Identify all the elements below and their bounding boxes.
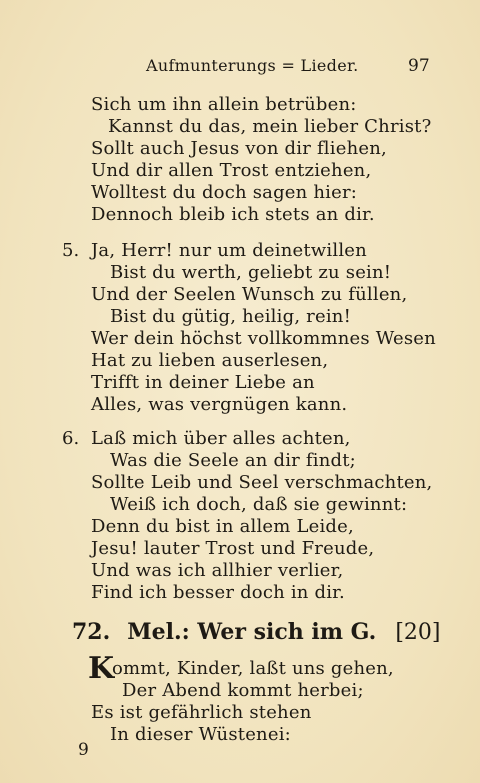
tune-number: [20] <box>395 620 441 645</box>
verse-line: Wolltest du doch sagen hier: <box>91 182 358 203</box>
verse-line: Trifft in deiner Liebe an <box>91 372 315 393</box>
drop-cap: K <box>88 651 115 686</box>
verse-line: Und was ich allhier verlier, <box>91 560 344 581</box>
stanza-number: 5. <box>62 240 80 261</box>
verse-line: Kannst du das, mein lieber Christ? <box>108 116 432 137</box>
verse-line: Es ist gefährlich stehen <box>91 702 312 723</box>
verse-line: Sollt auch Jesus von dir fliehen, <box>91 138 387 159</box>
verse-line: Alles, was vergnügen kann. <box>91 394 348 415</box>
verse-line: Ja, Herr! nur um deinetwillen <box>91 240 367 261</box>
verse-line: Sollte Leib und Seel verschmachten, <box>91 472 433 493</box>
verse-line: Dennoch bleib ich stets an dir. <box>91 204 375 225</box>
melody-reference: Mel.: Wer sich im G. <box>127 619 377 645</box>
verse-line: Bist du gütig, heilig, rein! <box>110 306 352 327</box>
verse-line: Und der Seelen Wunsch zu füllen, <box>91 284 408 305</box>
verse-line: Wer dein höchst vollkommnes Wesen <box>91 328 436 349</box>
verse-line: Laß mich über alles achten, <box>91 428 351 449</box>
verse-line: ommt, Kinder, laßt uns gehen, <box>112 658 394 679</box>
verse-line: Und dir allen Trost entziehen, <box>91 160 372 181</box>
verse-line: Hat zu lieben auserlesen, <box>91 350 329 371</box>
printer-signature-mark: 9 <box>78 740 89 760</box>
verse-line: In dieser Wüstenei: <box>110 724 291 745</box>
stanza-number: 6. <box>62 428 80 449</box>
hymn-heading <box>72 618 441 647</box>
hymn-number: 72. <box>72 619 111 645</box>
header-title: Aufmunterungs = Lieder. <box>146 56 359 75</box>
verse-line: Sich um ihn allein betrüben: <box>91 94 357 115</box>
verse-line: Jesu! lauter Trost und Freude, <box>91 538 375 559</box>
verse-line: Was die Seele an dir findt; <box>110 450 356 471</box>
running-header <box>0 56 480 80</box>
verse-line: Der Abend kommt herbei; <box>122 680 364 701</box>
verse-line: Find ich besser doch in dir. <box>91 582 345 603</box>
verse-line: Bist du werth, geliebt zu sein! <box>110 262 392 283</box>
verse-line: Weiß ich doch, daß sie gewinnt: <box>110 494 408 515</box>
verse-line: Denn du bist in allem Leide, <box>91 516 354 537</box>
page-number: 97 <box>408 56 430 76</box>
